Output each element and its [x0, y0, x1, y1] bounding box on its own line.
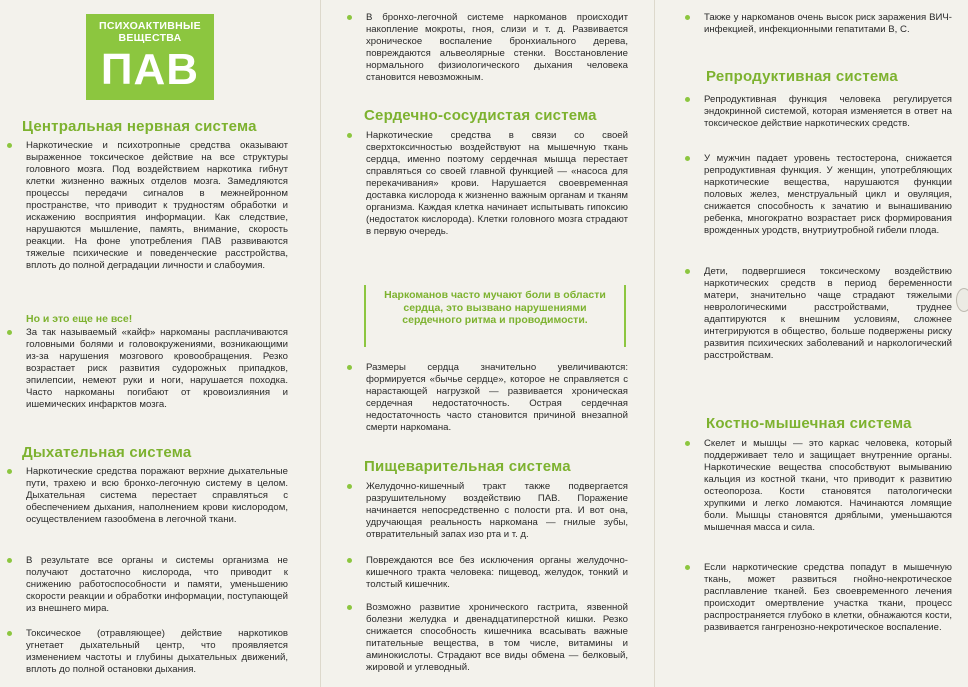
banner-line1: ПСИХОАКТИВНЫЕ — [99, 20, 201, 32]
bullet-icon — [347, 15, 352, 20]
panel-fold — [320, 0, 321, 687]
hiv-paragraph — [704, 12, 952, 36]
cns-paragraph-2 — [26, 327, 288, 411]
dig-paragraph-1 — [366, 481, 628, 541]
bullet-icon — [347, 605, 352, 610]
musc-title: Костно-мышечная система — [706, 415, 912, 432]
cardio-paragraph-1 — [366, 130, 628, 238]
bullet-icon — [685, 269, 690, 274]
bullet-icon — [7, 469, 12, 474]
musc-paragraph-2-text: Если наркотические средства попадут в мышечную ткань, может развиться гнойно-некротическое расплавление тканей. Без своевременного лечения происходит омертвление участка ткани, процесс распространяется глубоко в клетки, обнажаются кости, развивается гангренозно-некротическое воспаление. — [704, 562, 952, 633]
cardio-paragraph-1-text: Наркотические средства в связи со своей сверхтоксичностью воздействуют на мышечную ткань сердца, именно поэтому сердечная мышца перестает справляться со своей главной функцией — «насоса для перекачивания» крови. Нарушается своевременная доставка кислорода к жизненно важным органам и тканям организма. Каждая клетка начинает испытывать гипоксию (недостаток кислорода). Клетки головного мозга страдают в первую очередь. — [366, 130, 628, 237]
resp-paragraph-2-text: В результате все органы и системы организма не получают достаточно кислорода, что приводит к снижению работоспособности и памяти, уменьшению скорости реакции и обработки информации, поступающей из внешнего мира. — [26, 555, 288, 614]
cns-paragraph-1 — [26, 140, 288, 272]
bullet-icon — [347, 365, 352, 370]
bullet-icon — [685, 441, 690, 446]
bullet-icon — [685, 156, 690, 161]
bullet-icon — [7, 558, 12, 563]
callout-box — [364, 285, 626, 347]
repro-title: Репродуктивная система — [706, 68, 898, 85]
repro-paragraph-3-text: Дети, подвергшиеся токсическому воздействию наркотических средств в период беременности матери, значительно чаще страдают тяжелыми неврологическими расстройствами, труднее адаптируются к внешним условиям, сложнее интегрируются в общество, больше подвержены риску развития психических заболеваний и наркологический расстройствам. — [704, 266, 952, 361]
cardio-paragraph-2-text: Размеры сердца значительно увеличиваются: формируется «бычье сердце», которое не справляется с нарастающей нагрузкой — развивается хроническая сердечная недостаточность. Острая сердечная недостаточность часто становится причиной внезапной смерти наркомана. — [366, 362, 628, 433]
repro-paragraph-3 — [704, 266, 952, 362]
callout-text: Наркоманов часто мучают боли в области сердца, это вызвано нарушениями сердечного ритма и проводимости. — [384, 289, 606, 326]
musc-paragraph-1-text: Скелет и мышцы — это каркас человека, который поддерживает тело и защищает внутренние органы. Наркотические вещества способствуют вымыванию кальция из костной ткани, что приводит к развитию остеопороза. Кости становятся патологически хрупкими и легко ломаются. Начинаются ломящие боли. Мышцы становятся дряблыми, уменьшаются мышечная масса и сила. — [704, 438, 952, 533]
column-left — [0, 0, 312, 687]
cns-title: Центральная нервная система — [22, 118, 257, 135]
dig-paragraph-1-text: Желудочно-кишечный тракт также подвергается разрушительному воздействию ПАВ. Поражение начинается непосредственно с полости рта. И вот она, удручающая реальность наркомана — гнилые зубы, отвратительный запах изо рта и т. д. — [366, 481, 628, 540]
bullet-icon — [7, 143, 12, 148]
dig-title: Пищеварительная система — [364, 458, 571, 475]
resp-paragraph-3-text: Токсическое (отравляющее) действие наркотиков угнетает дыхательный центр, что проявляется изменением частоты и глубины дыхательных движений, вплоть до полной остановки дыхания. — [26, 628, 288, 675]
repro-paragraph-2-text: У мужчин падает уровень тестостерона, снижается репродуктивная функция. У женщин, употребляющих наркотические вещества, нарушаются функции половых желез, менструальный цикл и овуляция, снижается способность к зачатию и вынашиванию ребенка, многократно возрастает риск формирования врожденных уродств, внутриутробной гибели плода. — [704, 153, 952, 236]
binding-hole — [956, 288, 968, 312]
dig-paragraph-3 — [366, 602, 628, 674]
repro-paragraph-1-text: Репродуктивная функция человека регулируется эндокринной системой, которая изменяется в ответ на токсическое действие наркотических средств. — [704, 94, 952, 129]
bullet-icon — [347, 484, 352, 489]
resp-paragraph-1 — [26, 466, 288, 526]
dig-paragraph-3-text: Возможно развитие хронического гастрита, язвенной болезни желудка и двенадцатиперстной кишки. Резко снижается способность кишечника всасывать важные питательные вещества, в том числе, витамины и аминокислоты. Страдают все виды обмена — белковый, жировой и углеводный. — [366, 602, 628, 673]
cns-paragraph-1-text: Наркотические и психотропные средства оказывают выраженное токсическое действие на все структуры головного мозга. Под воздействием наркотика гибнут клетки жизненно важных отделов мозга. Замедляются процессы передачи сигналов в межнейронном пространстве, что приводит к трудностям обработки и искажению восприятия информации. Как следствие, нарушаются мышление, память, внимание, скорость реакции. На фоне употребления ПАВ развиваются тяжелые психические и поведенческие расстройства, вплоть до полной деградации личности и слабоумия. — [26, 140, 288, 271]
resp-title: Дыхательная система — [22, 444, 192, 461]
bronch-paragraph-text: В бронхо-легочной системе наркоманов происходит накопление мокроты, гноя, слизи и т. д. Развивается хроническое воспаление бронхиального дерева, повреждаются альвеолярные стенки. Восстановление нормального физиологического дыхания человека становится невозможным. — [366, 12, 628, 83]
hiv-paragraph-text: Также у наркоманов очень высок риск заражения ВИЧ-инфекцией, инфекционными гепатитами В, С. — [704, 12, 952, 35]
column-right — [662, 0, 968, 687]
bullet-icon — [685, 97, 690, 102]
panel-fold — [654, 0, 655, 687]
musc-paragraph-2 — [704, 562, 952, 634]
banner-line2: ВЕЩЕСТВА — [118, 32, 182, 44]
resp-paragraph-2 — [26, 555, 288, 615]
bullet-icon — [685, 15, 690, 20]
bullet-icon — [685, 565, 690, 570]
bullet-icon — [347, 558, 352, 563]
bullet-icon — [347, 133, 352, 138]
cns-paragraph-2-text: За так называемый «кайф» наркоманы расплачиваются головными болями и головокружениями, возникающими из-за нарушения мозгового кровообращения. Резко возрастает риск развития судорожных припадков, эпилепсии, немеют руки и ноги, нарушается походка. Часто наркоманы погибают от кровоизлияния и ишемических инфарктов мозга. — [26, 327, 288, 410]
repro-paragraph-2 — [704, 153, 952, 237]
column-middle — [328, 0, 646, 687]
cns-subtitle: Но и это еще не все! — [26, 313, 133, 325]
pav-banner — [86, 14, 214, 100]
bronch-paragraph — [366, 12, 628, 84]
cardio-title: Сердечно-сосудистая система — [364, 107, 597, 124]
cardio-paragraph-2 — [366, 362, 628, 434]
resp-paragraph-1-text: Наркотические средства поражают верхние дыхательные пути, трахею и всю бронхо-легочную систему в целом. Дыхательная система перестает справляться с обеспечением дыхания, наполнением крови кислородом, осуществлением газообмена в легочной ткани. — [26, 466, 288, 525]
banner-big: ПАВ — [100, 45, 200, 94]
repro-paragraph-1 — [704, 94, 952, 130]
musc-paragraph-1 — [704, 438, 952, 534]
bullet-icon — [7, 631, 12, 636]
dig-paragraph-2 — [366, 555, 628, 591]
bullet-icon — [7, 330, 12, 335]
resp-paragraph-3 — [26, 628, 288, 676]
dig-paragraph-2-text: Повреждаются все без исключения органы желудочно-кишечного тракта человека: пищевод, желудок, тонкий и толстый кишечник. — [366, 555, 628, 590]
